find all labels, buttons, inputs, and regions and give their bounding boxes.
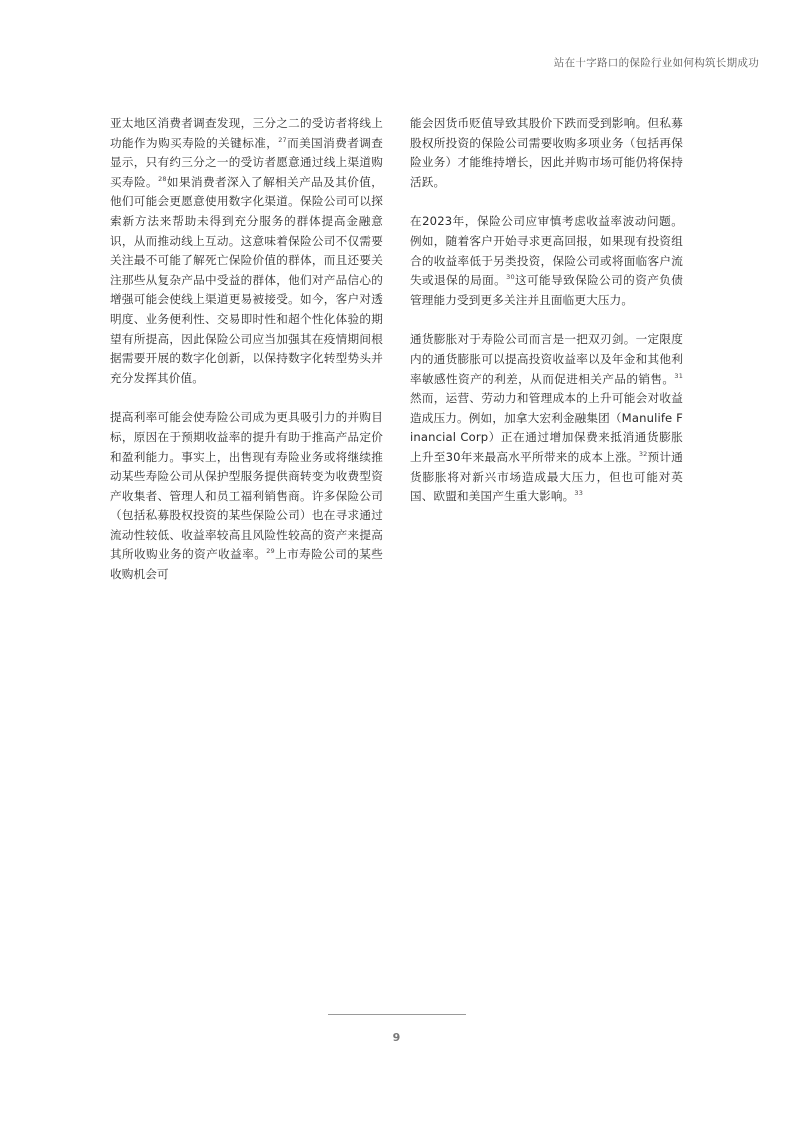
footnote-ref: 33 bbox=[574, 489, 583, 498]
paragraph-text: 然而，运营、劳动力和管理成本的上升可能会对收益造成压力。例如，加拿大宏利金融集团（Manulife Financial Corp）正在通过增加保费来抵消通货膨胀上升至30年来最高水平所带来的成本上涨。 bbox=[410, 391, 683, 464]
paragraph-text: 在2023年，保险公司应审慎考虑收益率波动问题。例如，随着客户开始寻求更高回报，如果现有投资组合的收益率低于另类投资，保险公司或将面临客户流失或退保的局面。 bbox=[410, 214, 683, 288]
paragraph-text: 而美国消费者调查显示，只有约三分之一的受访者愿意通过线上渠道购买寿险。 bbox=[110, 135, 383, 189]
paragraph-text: 预计通货膨胀将对新兴市场造成最大压力，但也可能对英国、欧盟和美国产生重大影响。 bbox=[410, 449, 683, 504]
footnote-ref: 31 bbox=[674, 371, 683, 380]
paragraph-text: 上市寿险公司的某些收购机会可 bbox=[110, 547, 383, 582]
footnote-ref: 30 bbox=[506, 273, 515, 282]
paragraph-text: 能会因货币贬值导致其股价下跌而受到影响。但私募股权所投资的保险公司需要收购多项业务（包括再保险业务）才能维持增长，因此并购市场可能仍将保持活跃。 bbox=[410, 116, 683, 189]
body-paragraph bbox=[410, 114, 683, 192]
left-column bbox=[110, 114, 383, 605]
paragraph-text: 这可能导致保险公司的资产负债管理能力受到更多关注并且面临更大压力。 bbox=[410, 273, 683, 307]
body-paragraph bbox=[110, 408, 383, 584]
footer-divider bbox=[328, 1014, 466, 1015]
footnote-ref: 32 bbox=[638, 450, 648, 459]
right-column bbox=[410, 114, 683, 527]
paragraph-text: 提高利率可能会使寿险公司成为更具吸引力的并购目标，原因在于预期收益率的提升有助于推高产品定价和盈利能力。事实上，出售现有寿险业务或将继续推动某些寿险公司从保护型服务提供商转变为收费型资产收集者、管理人和员工福利销售商。许多保险公司（包括私募股权投资的某些保险公司）也在寻求通过流动性较低、收益率较高且风险性较高的资产来提高其所收购业务的资产收益率。 bbox=[110, 410, 383, 562]
page-number: 9 bbox=[392, 1031, 401, 1044]
paragraph-text: 通货膨胀对于寿险公司而言是一把双刃剑。一定限度内的通货膨胀可以提高投资收益率以及年金和其他利率敏感性资产的利差，从而促进相关产品的销售。 bbox=[410, 332, 683, 386]
body-paragraph bbox=[110, 114, 383, 388]
paragraph-text: 亚太地区消费者调查发现，三分之二的受访者将线上功能作为购买寿险的关键标准， bbox=[110, 116, 383, 150]
running-header: 站在十字路口的保险行业如何构筑长期成功 bbox=[553, 57, 759, 69]
footnote-ref: 29 bbox=[266, 547, 275, 556]
body-paragraph bbox=[410, 212, 683, 310]
footnote-ref: 27 bbox=[278, 135, 287, 144]
body-paragraph bbox=[410, 330, 683, 506]
footnote-ref: 28 bbox=[158, 174, 167, 183]
paragraph-text: 如果消费者深入了解相关产品及其价值，他们可能会更愿意使用数字化渠道。保险公司可以探索新方法来帮助未得到充分服务的群体提高金融意识，从而推动线上互动。这意味着保险公司不仅需要关注最不可能了解死亡保险价值的群体，而且还要关注那些从复杂产品中受益的群体，他们对产品信心的增强可能会使线上渠道更易被接受。如今，客户对透明度、业务便利性、交易即时性和超个性化体验的期望有所提高，因此保险公司应当加强其在疫情期间根据需要开展的数字化创新，以保持数字化转型势头并充分发挥其价值。 bbox=[110, 174, 383, 385]
